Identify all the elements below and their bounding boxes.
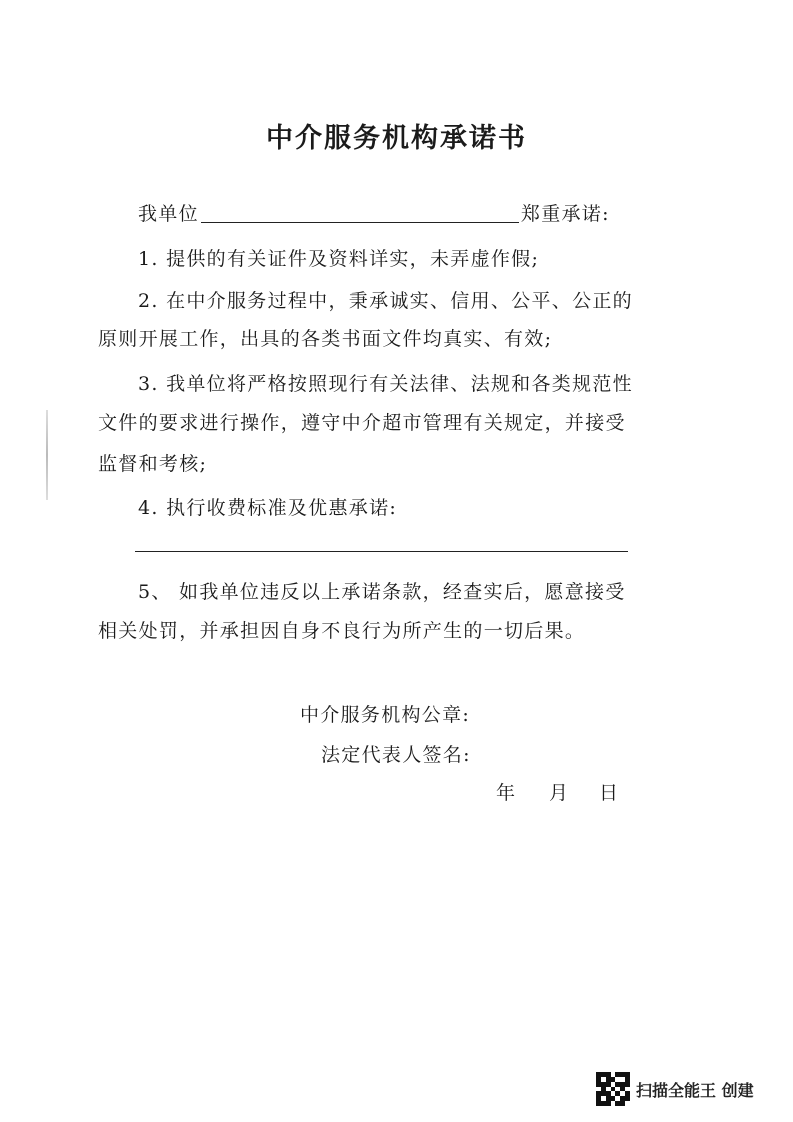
item-3-line-2: 文件的要求进行操作，遵守中介超市管理有关规定，并接受 (98, 412, 626, 434)
seal-label: 中介服务机构公章: (300, 704, 471, 726)
item-4: 4. 执行收费标准及优惠承诺: (138, 497, 398, 519)
intro-line (138, 199, 610, 226)
watermark-text: 扫描全能王 创建 (636, 1080, 754, 1100)
intro-prefix: 我单位 (138, 203, 199, 225)
scan-edge-mark (46, 410, 48, 500)
item-5-line-2: 相关处罚，并承担因自身不良行为所产生的一切后果。 (98, 620, 586, 642)
qr-code-icon (596, 1072, 630, 1106)
item-3-line-1: 3. 我单位将严格按照现行有关法律、法规和各类规范性 (138, 373, 633, 395)
item-1: 1. 提供的有关证件及资料详实，未弄虚作假; (138, 248, 540, 270)
item-3-line-3: 监督和考核; (98, 453, 208, 475)
item-2-line-1: 2. 在中介服务过程中，秉承诚实、信用、公平、公正的 (138, 290, 633, 312)
representative-signature-label: 法定代表人签名: (321, 744, 471, 766)
scanner-watermark (596, 1070, 754, 1108)
item-5-line-1: 5、 如我单位违反以上承诺条款，经查实后，愿意接受 (138, 581, 626, 603)
date-year: 年 (496, 782, 516, 804)
item-2-line-2: 原则开展工作，出具的各类书面文件均真实、有效; (98, 328, 553, 350)
unit-name-blank (201, 204, 519, 223)
fee-commitment-blank (135, 551, 628, 552)
date-day: 日 (599, 782, 619, 804)
date-month: 月 (549, 782, 569, 804)
intro-suffix: 郑重承诺: (520, 203, 610, 225)
document-title: 中介服务机构承诺书 (266, 123, 527, 154)
